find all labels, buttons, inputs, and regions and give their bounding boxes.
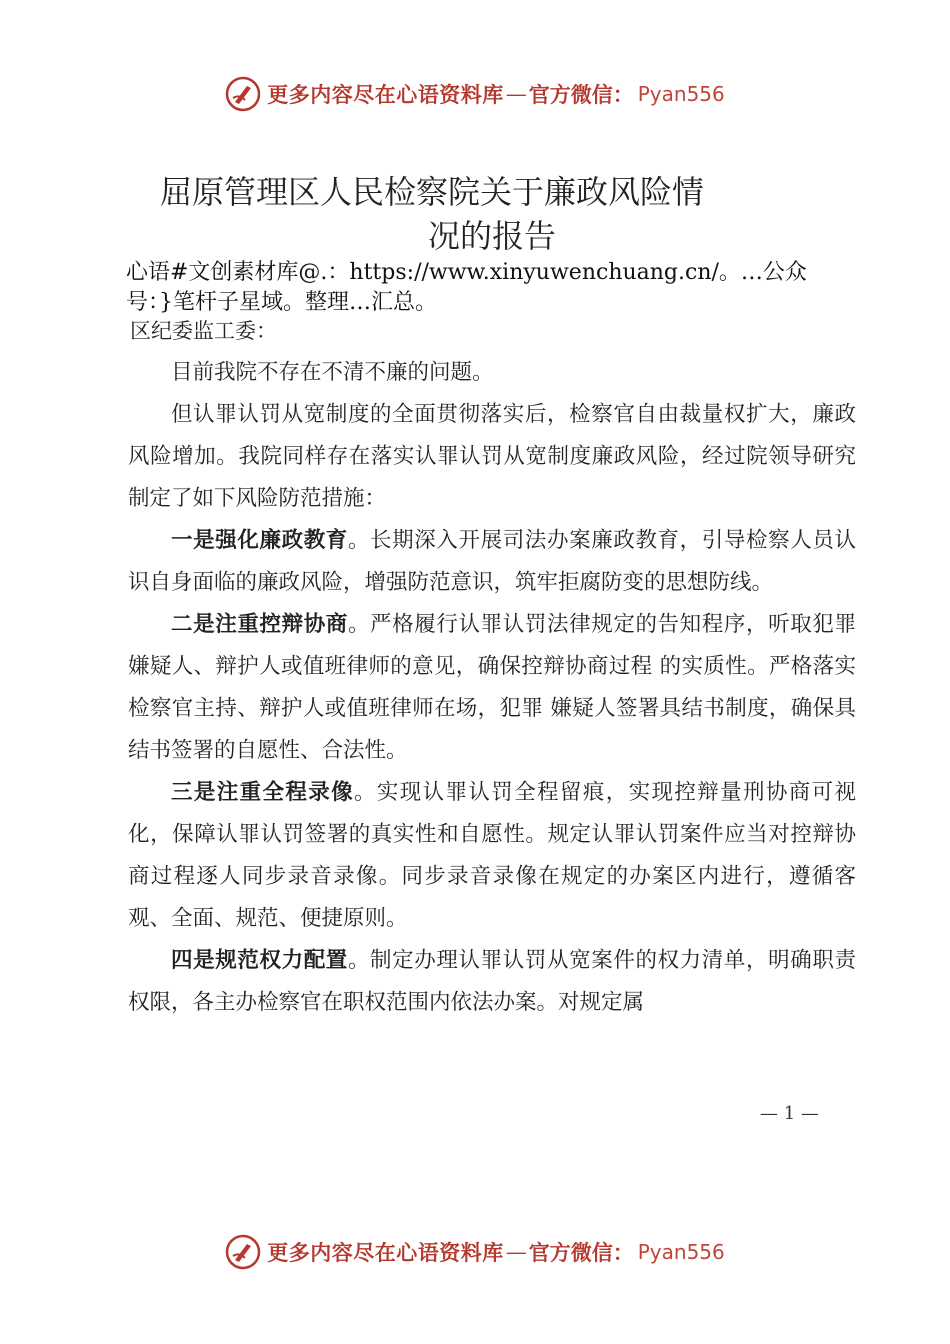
paragraph [128,604,856,772]
banner-text: 更多内容尽在心语资料库 [267,1240,504,1265]
paragraph [128,520,856,604]
paragraph-text: 但认罪认罚从宽制度的全面贯彻落实后，检察官自由裁量权扩大，廉政风险增加。我院同样存在落实认罪认罚从宽制度廉政风险，经过院领导研究制定了如下风险防范措施： [128,402,856,511]
paragraph-lead: 二是注重控辩协商 [171,612,348,637]
banner-wechat-id: Pyan556 [637,82,725,106]
source-note: 心语#文创素材库@.：https://www.xinyuwenchuang.cn/。…公众号：}笔杆子星域。整理…汇总。 [126,260,807,315]
quill-logo-icon [225,76,261,112]
paragraph-text: 。实现认罪认罚全程留痕，实现控辩量刑协商可视化，保障认罪认罚签署的真实性和自愿性。规定认罪认罚案件应当对控辩协商过程逐人同步录音录像。同步录音录像在规定的办案区内进行，遵循客观、全面、规范、便捷原则。 [128,780,856,931]
paragraph [128,394,856,520]
banner-wechat-label: 官方微信： [528,1240,634,1265]
bottom-banner [0,1230,950,1274]
paragraph [128,352,856,394]
paragraph-text: 。制定办理认罪认罚从宽案件的权力清单，明确职责权限，各主办检察官在职权范围内依法办案。对规定属 [128,948,856,1015]
paragraph-lead: 三是注重全程录像 [171,780,355,805]
paragraph [128,772,856,940]
paragraph-text: 。严格履行认罪认罚法律规定的告知程序，听取犯罪嫌疑人、辩护人或值班律师的意见，确保控辩协商过程 的实质性。严格落实检察官主持、辩护人或值班律师在场，犯罪 嫌疑人签署具结书制度，确保具结书签署的自愿性、合法性。 [128,612,856,763]
banner-wechat-id: Pyan556 [637,1240,725,1264]
document-title [160,170,780,258]
quill-logo-icon [225,1234,261,1270]
title-line-1: 屈原管理区人民检察院关于廉政风险情 [160,173,705,211]
banner-separator: — [505,82,527,106]
banner-text: 更多内容尽在心语资料库 [267,82,504,107]
banner-separator: — [505,1240,527,1264]
paragraph-text: 。长期深入开展司法办案廉政教育，引导检察人员认识自身面临的廉政风险，增强防范意识，筑牢拒腐防变的思想防线。 [128,528,856,595]
document-body [128,352,856,1024]
banner-wechat-label: 官方微信： [528,82,634,107]
top-banner [0,72,950,116]
paragraph-text: 目前我院不存在不清不廉的问题。 [171,360,494,385]
salutation: 区纪委监工委： [130,319,277,343]
paragraph [128,940,856,1024]
paragraph-lead: 四是规范权力配置 [171,948,348,973]
paragraph-lead: 一是强化廉政教育 [171,528,348,553]
title-line-2: 况的报告 [428,217,557,255]
page-number: — 1 — [760,1103,819,1124]
